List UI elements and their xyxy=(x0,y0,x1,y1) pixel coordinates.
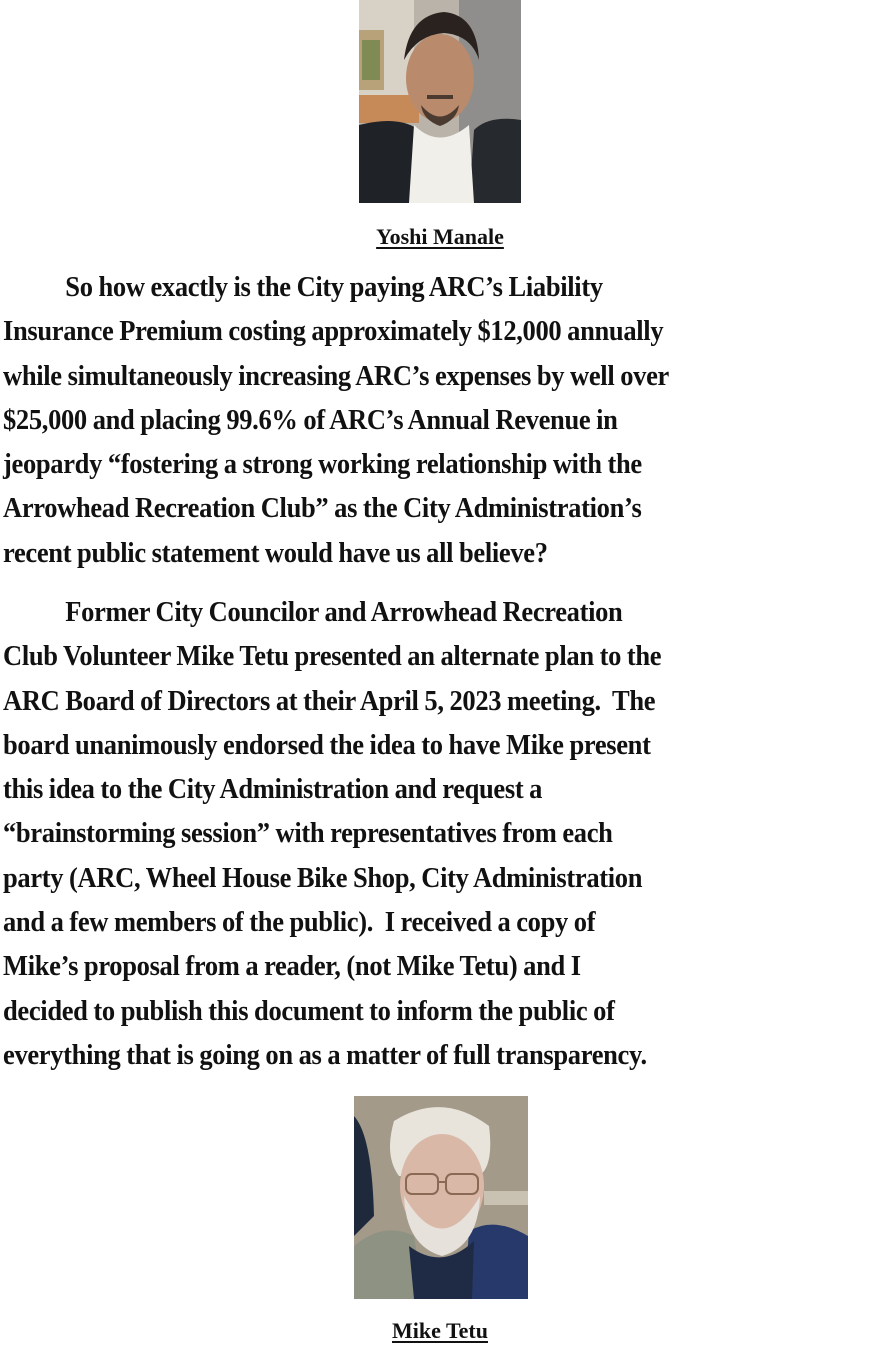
mike-tetu-photo xyxy=(354,1096,528,1299)
yoshi-manale-photo xyxy=(359,0,521,203)
photo-caption-mike-tetu: Mike Tetu xyxy=(392,1318,488,1343)
paragraph-line: everything that is going on as a matter of full transparency. xyxy=(3,1039,647,1071)
paragraph-line: party (ARC, Wheel House Bike Shop, City Administration xyxy=(3,862,643,894)
paragraph-line: and a few members of the public). I received a copy of xyxy=(3,907,596,939)
paragraph-line: Mike’s proposal from a reader, (not Mike Tetu) and I xyxy=(3,951,581,983)
paragraph-line: this idea to the City Administration and request a xyxy=(3,774,543,806)
paragraph-line: decided to publish this document to inform the public of xyxy=(3,995,615,1027)
paragraph-line: Insurance Premium costing approximately $12,000 annually xyxy=(3,316,664,348)
paragraph-line: So how exactly is the City paying ARC’s Liability xyxy=(65,272,603,303)
paragraph-line: while simultaneously increasing ARC’s expenses by well over xyxy=(3,360,669,392)
paragraph-line: recent public statement would have us all believe? xyxy=(3,537,548,569)
paragraph-line: jeopardy “fostering a strong working relationship with the xyxy=(3,449,642,481)
paragraph-line: ARC Board of Directors at their April 5, 2023 meeting. The xyxy=(3,685,656,717)
paragraph-line: Arrowhead Recreation Club” as the City Administration’s xyxy=(3,493,642,525)
photo-caption-yoshi-manale: Yoshi Manale xyxy=(376,224,504,249)
portrait-image xyxy=(359,0,521,203)
article-paragraph-1 xyxy=(3,266,879,576)
article-paragraph-2 xyxy=(3,591,879,1078)
portrait-image xyxy=(354,1096,528,1299)
paragraph-line: Former City Councilor and Arrowhead Recreation xyxy=(65,597,623,628)
paragraph-line: Club Volunteer Mike Tetu presented an alternate plan to the xyxy=(3,641,662,673)
paragraph-line: $25,000 and placing 99.6% of ARC’s Annual Revenue in xyxy=(3,404,618,436)
paragraph-line: “brainstorming session” with representatives from each xyxy=(3,818,613,850)
paragraph-line: board unanimously endorsed the idea to have Mike present xyxy=(3,729,651,761)
